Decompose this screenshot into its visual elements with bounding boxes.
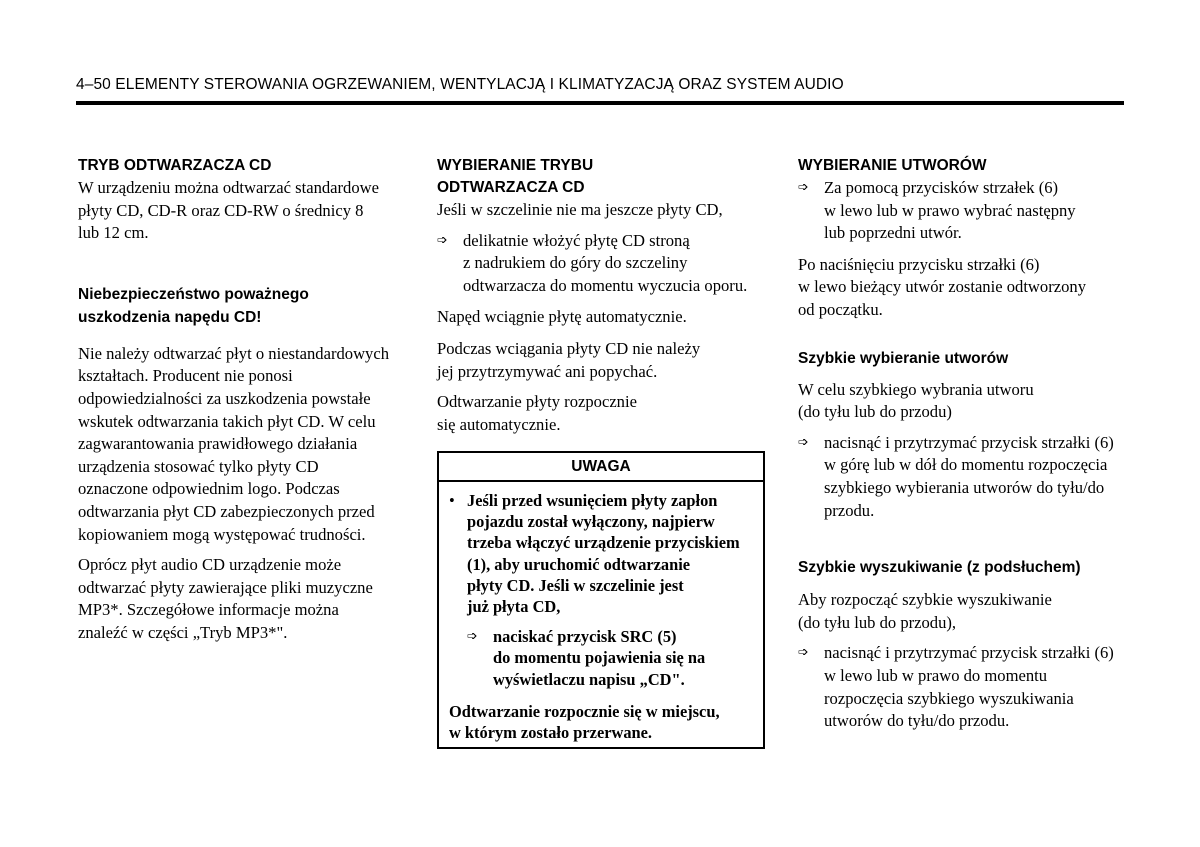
- fast-select-title: Szybkie wybieranie utworów: [798, 349, 1009, 367]
- warning-title: UWAGA: [439, 453, 763, 482]
- fast-select-bullet: ➩ nacisnąć i przytrzymać przycisk strzałki (6) w górę lub w dół do momentu rozpoczęcia szybkiego wybierania utworów do tyłu/do przodu.: [798, 432, 1114, 520]
- bullet-dot-icon: •: [449, 491, 455, 510]
- page-header: [76, 76, 1124, 94]
- arrow-right-icon: ➩: [798, 180, 809, 195]
- restart-track-text: Po naciśnięciu przycisku strzałki (6) w lewo bieżący utwór zostanie odtworzony od początku.: [798, 254, 1086, 319]
- arrow-right-icon: ➩: [467, 629, 478, 645]
- section-title-track-select: WYBIERANIE UTWORÓW: [798, 157, 987, 174]
- fast-select-intro: W celu szybkiego wybrania utworu (do tyłu lub do przodu): [798, 379, 1034, 422]
- column-select-cd-mode: [437, 155, 765, 436]
- fast-search-bullet: ➩ nacisnąć i przytrzymać przycisk strzałki (6) w lewo lub w prawo do momentu rozpoczęcia szybkiego wyszukiwania utworów do tyłu/do przodu.: [798, 643, 1114, 731]
- danger-text: Nie należy odtwarzać płyt o niestandardowych kształtach. Producent nie ponosi odpowiedzialności za uszkodzenia powstałe wskutek odtwarzania takich płyt CD. W celu zagwarantowania prawidłowego działania urządzenia stosować tylko płyty CD oznaczone odpowiednim logo. Podczas odtwarzania płyt CD zabezpieczonych przed kopiowaniem mogą występować trudności.: [78, 343, 390, 544]
- auto-play-text: Odtwarzanie płyty rozpocznie się automatycznie.: [437, 392, 637, 434]
- arrow-right-icon: ➩: [798, 645, 809, 661]
- warning-body: [439, 482, 763, 743]
- column-cd-mode: [78, 155, 408, 645]
- select-cd-intro: Jeśli w szczelinie nie ma jeszcze płyty CD,: [437, 200, 723, 219]
- header-rule: [76, 101, 1124, 105]
- warning-bullet: • Jeśli przed wsunięciem płyty zapłon pojazdu został wyłączony, najpierw trzeba włączyć urządzenie przyciskiem (1), aby uruchomić odtwarzanie płyty CD. Jeśli w szczelinie jest już płyta CD,: [449, 491, 740, 617]
- danger-title: Niebezpieczeństwo poważnego uszkodzenia napędu CD!: [78, 285, 309, 326]
- warning-box: [437, 451, 765, 749]
- fast-search-title: Szybkie wyszukiwanie (z podsłuchem): [798, 559, 1081, 577]
- insert-cd-bullet: ➩ delikatnie włożyć płytę CD stroną z nadrukiem do góry do szczeliny odtwarzacza do momentu wyczucia oporu.: [437, 230, 748, 295]
- warning-end-text: Odtwarzanie rozpocznie się w miejscu, w którym zostało przerwane.: [449, 701, 720, 743]
- column-track-select: [798, 155, 1128, 733]
- warning-sub-bullet: ➩ naciskać przycisk SRC (5) do momentu pojawienia się na wyświetlaczu napisu „CD".: [467, 627, 706, 689]
- track-select-bullet: ➩ Za pomocą przycisków strzałek (6) w lewo lub w prawo wybrać następny lub poprzedni utwór.: [798, 178, 1076, 243]
- header-title: 4–50 ELEMENTY STEROWANIA OGRZEWANIEM, WENTYLACJĄ I KLIMATYZACJĄ ORAZ SYSTEM AUDIO: [76, 76, 844, 93]
- do-not-hold-text: Podczas wciągania płyty CD nie należy jej przytrzymywać ani popychać.: [437, 338, 701, 381]
- section-title-select-cd-mode: WYBIERANIE TRYBU ODTWARZACZA CD: [437, 157, 594, 196]
- auto-load-text: Napęd wciągnie płytę automatycznie.: [437, 307, 687, 327]
- arrow-right-icon: ➩: [437, 232, 448, 248]
- cd-mode-intro: W urządzeniu można odtwarzać standardowe płyty CD, CD-R oraz CD-RW o średnicy 8 lub 12 cm.: [78, 178, 380, 243]
- section-title-cd-mode: TRYB ODTWARZACZA CD: [78, 157, 272, 174]
- fast-search-intro: Aby rozpocząć szybkie wyszukiwanie (do tyłu lub do przodu),: [798, 590, 1052, 632]
- arrow-right-icon: ➩: [798, 434, 809, 450]
- mp3-text: Oprócz płyt audio CD urządzenie może odtwarzać płyty zawierające pliki muzyczne MP3*. Szczegółowe informacje można znaleźć w części „Tryb MP3*".: [78, 555, 373, 642]
